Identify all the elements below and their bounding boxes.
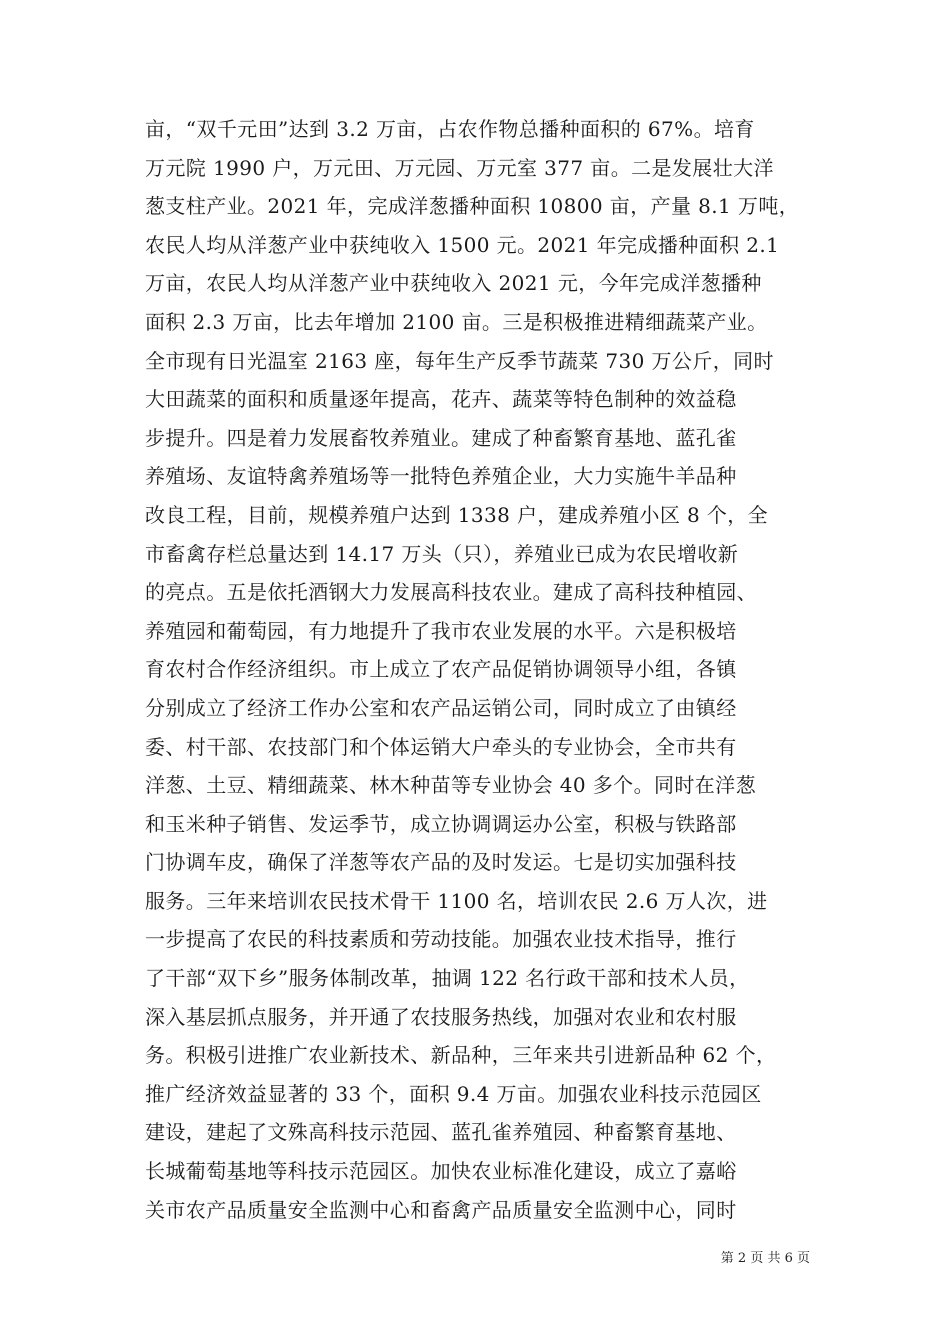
text-line: 农民人均从洋葱产业中获纯收入 1500 元。2021 年完成播种面积 2.1: [145, 232, 780, 257]
text-line: 和玉米种子销售、发运季节，成立协调调运办公室，积极与铁路部: [145, 811, 737, 836]
text-line: 改良工程，目前，规模养殖户达到 1338 户，建成养殖小区 8 个，全: [145, 502, 769, 527]
text-line: 建设，建起了文殊高科技示范园、蓝孔雀养殖园、种畜繁育基地、: [145, 1120, 737, 1145]
text-line: 万元院 1990 户，万元田、万元园、万元室 377 亩。二是发展壮大洋: [145, 155, 774, 180]
text-line: 市畜禽存栏总量达到 14.17 万头（只），养殖业已成为农民增收新: [145, 541, 739, 566]
page-number-footer: 第 2 页 共 6 页: [720, 1251, 810, 1266]
text-line: 门协调车皮，确保了洋葱等农产品的及时发运。七是切实加强科技: [145, 850, 737, 875]
text-line: 一步提高了农民的科技素质和劳动技能。加强农业技术指导，推行: [145, 927, 737, 952]
text-line: 葱支柱产业。2021 年，完成洋葱播种面积 10800 亩，产量 8.1 万吨，: [145, 194, 800, 219]
text-line: 长城葡萄基地等科技示范园区。加快农业标准化建设，成立了嘉峪: [145, 1159, 737, 1184]
text-line: 大田蔬菜的面积和质量逐年提高，花卉、蔬菜等特色制种的效益稳: [145, 387, 737, 412]
text-line: 关市农产品质量安全监测中心和畜禽产品质量安全监测中心，同时: [145, 1197, 737, 1222]
text-line: 服务。三年来培训农民技术骨干 1100 名，培训农民 2.6 万人次，进: [145, 888, 768, 913]
body-text: [145, 110, 815, 1229]
text-line: 深入基层抓点服务，并开通了农技服务热线，加强对农业和农村服: [145, 1004, 737, 1029]
text-line: 步提升。四是着力发展畜牧养殖业。建成了种畜繁育基地、蓝孔雀: [145, 425, 737, 450]
text-line: 推广经济效益显著的 33 个，面积 9.4 万亩。加强农业科技示范园区: [145, 1081, 762, 1106]
text-line: 育农村合作经济组织。市上成立了农产品促销协调领导小组，各镇: [145, 657, 737, 682]
text-line: 养殖场、友谊特禽养殖场等一批特色养殖企业，大力实施牛羊品种: [145, 464, 737, 489]
text-line: 亩，“双千元田”达到 3.2 万亩，占农作物总播种面积的 67%。培育: [145, 117, 755, 141]
text-line: 委、村干部、农技部门和个体运销大户牵头的专业协会，全市共有: [145, 734, 737, 759]
text-line: 养殖园和葡萄园，有力地提升了我市农业发展的水平。六是积极培: [145, 618, 737, 643]
text-line: 务。积极引进推广农业新技术、新品种，三年来共引进新品种 62 个，: [145, 1043, 777, 1068]
text-line: 了干部“双下乡”服务体制改革，抽调 122 名行政干部和技术人员，: [145, 966, 750, 991]
text-line: 分别成立了经济工作办公室和农产品运销公司，同时成立了由镇经: [145, 695, 737, 720]
text-line: 洋葱、土豆、精细蔬菜、林木种苗等专业协会 40 多个。同时在洋葱: [145, 773, 756, 798]
text-line: 全市现有日光温室 2163 座，每年生产反季节蔬菜 730 万公斤，同时: [145, 348, 774, 373]
text-line: 的亮点。五是依托酒钢大力发展高科技农业。建成了高科技种植园、: [145, 580, 757, 605]
text-line: 面积 2.3 万亩，比去年增加 2100 亩。三是积极推进精细蔬菜产业。: [145, 309, 768, 334]
text-line: 万亩，农民人均从洋葱产业中获纯收入 2021 元，今年完成洋葱播种: [145, 271, 762, 296]
